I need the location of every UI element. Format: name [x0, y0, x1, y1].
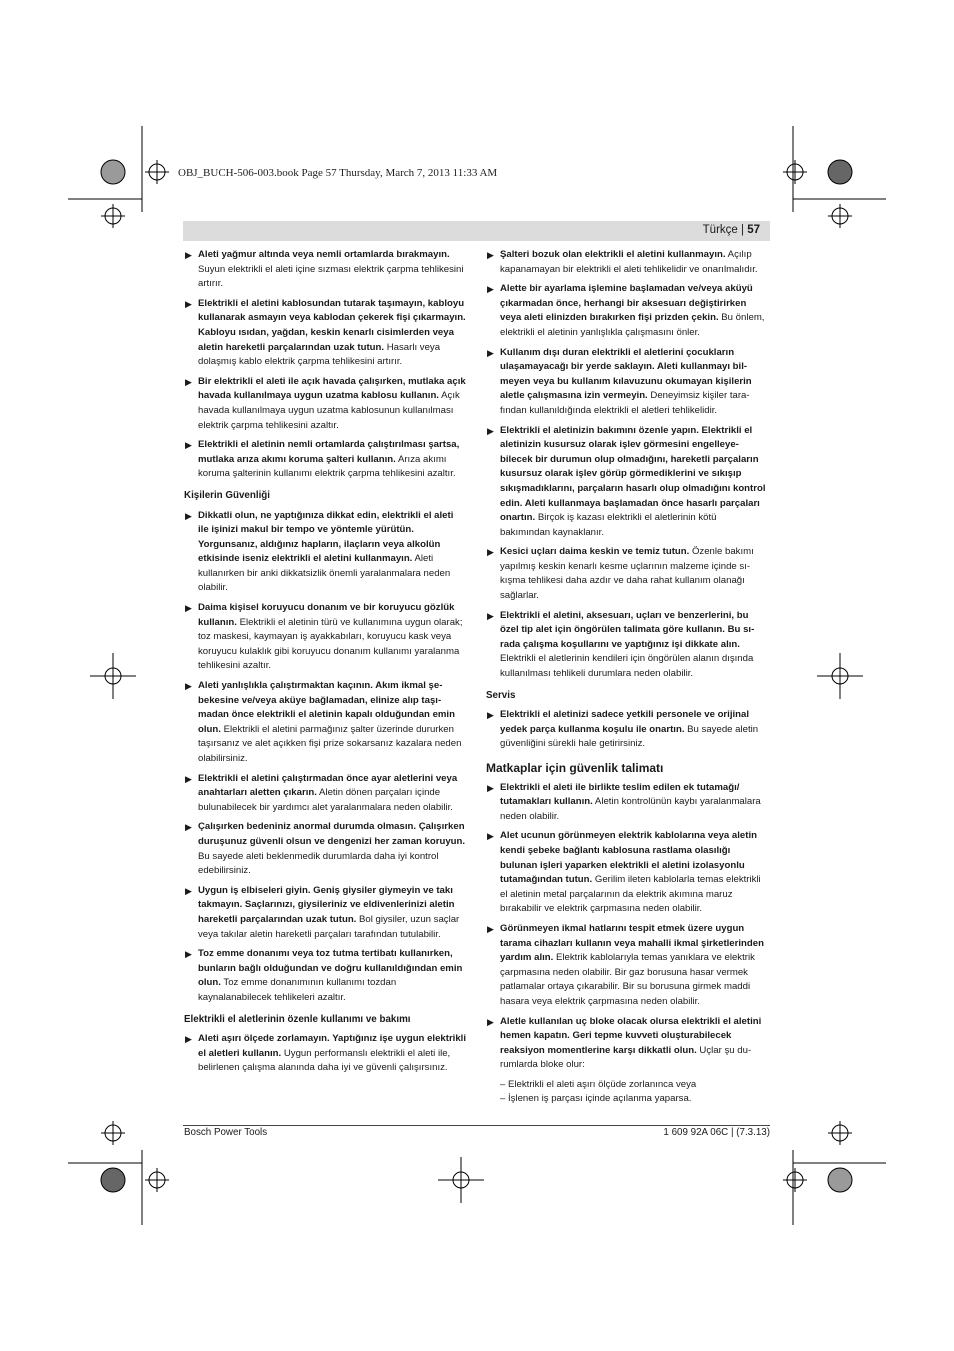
bullet-bold-text: Elektrikli el aleti ile birlikte teslim edilen ek tutamağı/ tutamakları kullanın.	[500, 781, 740, 808]
bullet-bold-text: Alet ucunun görünmeyen elektrik kablolarına veya aletin kendi şebeke bağlantı kablosuna rastlama olasılığı bulunan işleri yaparken elektrikli el aletini izolasyonlu tutamağından tutun.	[500, 830, 757, 886]
bullet-bold-text: Elektrikli el aletinizin bakımını özenle yapın. Elektrikli el aletinizin kusursuz olarak işlev görmesini engelleyebilecek bir durumun olup olmadığını, hareketli parçaların kusursuz olarak işlev görüp görmediklerini ve sıkışıp sıkışmadıklarını, parçaların hasarlı olup olmadığını kontrol edin. Aleti kullanmaya başlamadan önce hasarlı parçaları onartın.	[500, 424, 766, 524]
bullet-bold-text: Daima kişisel koruyucu donanım ve bir koruyucu gözlük kullanın.	[198, 602, 455, 628]
bullet-arrow-icon: ▶	[487, 425, 494, 436]
bullet-body-text: Elektrik kablolarıyla temas yanıklara ve elektrik çarpmasına neden olabilir. Bir gaz borusuna hasar vermek patlamalar ortaya çıkarabilir. Bir su borusuna girmek maddi hasara veya elektrik çarpmasına neden olabilir.	[500, 952, 755, 1007]
bullet-body-text: Gerilim ileten kablolarla temas elektrikli el aletinin metal parçalarının da elektrik akımına maruz bırakabilir ve elektrik çarpmasına neden olabilir.	[500, 874, 761, 915]
bullet-item	[486, 781, 768, 825]
bullet-arrow-icon: ▶	[185, 298, 192, 309]
left-items-b	[184, 509, 466, 1006]
bullet-arrow-icon: ▶	[487, 347, 494, 358]
bullet-body-text: Bu önlem, elektrikli el aletinin yanlışlıkla çalışmasını önler.	[500, 312, 765, 338]
bullet-body-text: Bol giysiler, uzun saçlar veya takılar aletin hareketli parçaları tarafından tutulabilir.	[198, 913, 460, 940]
bullet-arrow-icon: ▶	[487, 610, 494, 621]
bullet-body-text: Özenle bakımı yapılmış keskin kenarlı kesme uçlarının malzeme içinde sıkışma tehlikesi daha azdır ve daha rahat kullanım olanağı sağlarlar.	[500, 546, 754, 602]
bullet-body-text: Deneyimsiz kişiler tarafından kullanıldığında elektrikli el aletleri tehlikelidir.	[500, 390, 750, 416]
bullet-item	[486, 829, 768, 917]
bullet-item	[486, 922, 768, 1010]
right-items-c	[486, 781, 768, 1073]
bullet-bold-text: Elektrikli el aletini kablosundan tutarak taşımayın, kabloyu kullanarak asmayın veya kablodan çekerek fişi çıkarmayın. Kabloyu ısıdan, yağdan, keskin kenarlı cisimlerden veya aletin hareketli parçalarından uzak tutun.	[198, 297, 466, 353]
section-heading-tool-use-care: Elektrikli el aletlerinin özenle kullanımı ve bakımı	[184, 1013, 411, 1025]
bullet-arrow-icon: ▶	[185, 773, 192, 784]
bullet-item	[184, 1032, 466, 1076]
bullet-arrow-icon: ▶	[487, 782, 494, 793]
bullet-arrow-icon: ▶	[185, 885, 192, 896]
left-column	[184, 248, 466, 1081]
section-heading-drill-safety: Matkaplar için güvenlik talimatı	[486, 761, 664, 775]
bullet-body-text: Açılıp kapanamayan bir elektrikli el aleti tehlikelidir ve onarılmalıdır.	[500, 249, 758, 275]
left-items-c	[184, 1032, 466, 1076]
bullet-arrow-icon: ▶	[185, 250, 192, 260]
bullet-arrow-icon: ▶	[487, 547, 494, 558]
section-heading-personal-safety: Kişilerin Güvenliği	[184, 489, 271, 501]
bullet-bold-text: Aletle kullanılan uç bloke olacak olursa elektrikli el aletini hemen kapatın. Geri tepme kuvveti oluşturabilecek reaksiyon momentlerine karşı dikkatli olun.	[500, 1015, 762, 1056]
bullet-item	[486, 708, 768, 752]
bullet-bold-text: Dikkatli olun, ne yaptığınıza dikkat edin, elektrikli el aleti ile işinizi makul bir tempo ve yöntemle yürütün. Yorgunsanız, aldığınız hapların, ilaçların veya alkolün etkisinde iseniz elektrikli el aletini kullanmayın.	[198, 509, 454, 565]
bullet-body-text: Uygun performanslı elektrikli el aleti ile, belirlenen çalışma alanında daha iyi ve güvenli çalışırsınız.	[198, 1047, 451, 1074]
bullet-item	[184, 438, 466, 482]
bullet-bold-text: Elektrikli el aletini, aksesuarı, uçları ve benzerlerini, bu özel tip alet için öngörülen talimata göre kullanın. Bu sırada çalışma koşullarını ve yaptığınız işi dikkate alın.	[500, 609, 755, 650]
bullet-arrow-icon: ▶	[185, 681, 192, 692]
bullet-bold-text: Elektrikli el aletini çalıştırmadan önce ayar aletlerini veya anahtarları aletten çıkarın.	[198, 772, 458, 799]
right-items-b	[486, 708, 768, 752]
bullet-body-text: Uçlar şu durumlarda bloke olur:	[500, 1044, 752, 1071]
bullet-bold-text: Elektrikli el aletinin nemli ortamlarda çalıştırılması şartsa, mutlaka arıza akımı koruma şalteri kullanın.	[198, 439, 460, 465]
bullet-arrow-icon: ▶	[487, 710, 494, 721]
bullet-body-text: Arıza akımı koruma şalterinin kullanımı elektrik çarpma tehlikesini azaltır.	[198, 453, 456, 480]
right-items-a	[486, 248, 768, 682]
bullet-bold-text: Uygun iş elbiseleri giyin. Geniş giysiler giymeyin ve takı takmayın. Saçlarınızı, giysileriniz ve eldivenlerinizi aletin hareketli parçalarından uzak tutun.	[198, 884, 455, 925]
bullet-item	[184, 509, 466, 597]
page-number: 57	[747, 224, 760, 236]
page-header	[703, 224, 760, 236]
bullet-item	[184, 601, 466, 674]
bullet-bold-text: Bir elektrikli el aleti ile açık havada çalışırken, mutlaka açık havada kullanılmaya uygun uzatma kablosu kullanın.	[198, 375, 466, 402]
bullet-bold-text: Aleti aşırı ölçede zorlamayın. Yaptığınız işe uygun elektrikli el aletleri kullanın.	[198, 1033, 467, 1059]
bullet-arrow-icon: ▶	[487, 1016, 494, 1027]
dash-line: – Elektrikli el aleti aşırı ölçüde zorlanınca veya	[500, 1078, 697, 1090]
bullet-body-text: Bu sayede aletin güvenliğini sürekli hale getirirsiniz.	[500, 723, 759, 750]
bullet-body-text: Bu sayede aleti beklenmedik durumlarda daha iyi kontrol edebilirsiniz.	[198, 850, 439, 877]
bullet-body-text: Toz emme donanımının kullanımı tozdan kaynalanabilecek tehlikeleri azaltır.	[198, 977, 397, 1003]
bullet-arrow-icon: ▶	[185, 603, 192, 614]
bullet-bold-text: Alette bir ayarlama işlemine başlamadan ve/veya aküyü çıkarmadan önce, herhangi bir aksesuarı değiştirirken veya aleti elinizden bırakırken fişi prizden çekin.	[500, 283, 753, 324]
bullet-bold-text: Kullanım dışı duran elektrikli el aletlerini çocukların ulaşamayacağı bir yerde saklayın. Aleti kullanmayı bilmeyen veya bu kullanım kılavuzunu okumayan kişilerin aletle çalışmasına izin vermeyin.	[500, 346, 752, 402]
header-language: Türkçe	[702, 224, 738, 236]
page-footer	[183, 1125, 770, 1138]
bullet-arrow-icon: ▶	[185, 376, 192, 387]
page-header-band	[183, 221, 770, 241]
bullet-item	[184, 884, 466, 942]
bullet-item	[486, 545, 768, 603]
bullet-arrow-icon: ▶	[487, 923, 494, 934]
bullet-item	[486, 282, 768, 340]
bullet-item	[184, 772, 466, 816]
bullet-item	[184, 375, 466, 433]
bullet-bold-text: Toz emme donanımı veya toz tutma tertibatı kullanırken, bunların bağlı olduğundan ve doğru kullanıldığından emin olun.	[198, 948, 463, 989]
bullet-arrow-icon: ▶	[487, 250, 494, 260]
bullet-body-text: Hasarlı veya dolaşmış kablo elektrik çarpma tehlikesini artırır.	[198, 341, 441, 368]
bullet-bold-text: Çalışırken bedeniniz anormal durumda olmasın. Çalışırken duruşunuz güvenli olsun ve dengenizi her zaman koruyun.	[198, 821, 466, 847]
bullet-body-text: Suyun elektrikli el aleti içine sızması elektrik çarpma tehlikesini artırır.	[198, 263, 464, 290]
bullet-bold-text: Şalteri bozuk olan elektrikli el aletini kullanmayın.	[500, 249, 726, 260]
bullet-body-text: Aleti kullanırken bir anki dikkatsizlik önemli yaralanmalara neden olabilir.	[198, 553, 451, 594]
bullet-item	[184, 297, 466, 370]
bullet-item	[184, 679, 466, 767]
bullet-body-text: Aletin kontrolünün kaybı yaralanmalara neden olabilir.	[500, 796, 761, 822]
bullet-arrow-icon: ▶	[487, 284, 494, 295]
header-separator: |	[737, 224, 748, 236]
bullet-body-text: Aletin dönen parçaları içinde bulunabilecek bir yardımcı alet yaralanmalara neden olabilir.	[198, 787, 453, 813]
bullet-body-text: Açık havada kullanılmaya uygun uzatma kablosunun kullanılması elektrik çarpma tehlikesini azaltır.	[198, 390, 460, 431]
footer-brand: Bosch Power Tools	[184, 1127, 268, 1138]
left-items-a	[184, 248, 466, 482]
bullet-bold-text: Aleti yanlışlıkla çalıştırmaktan kaçının. Akım ikmal şebekesine ve/veya aküye bağlamadan, elinize alıp taşımadan önce elektrikli el aletinin kapalı olduğundan emin olun.	[198, 680, 455, 735]
print-slug: OBJ_BUCH-506-003.book Page 57 Thursday, March 7, 2013 11:33 AM	[178, 167, 498, 179]
bullet-body-text: Elektrikli el aletinin türü ve kullanımına uygun olarak; toz maskesi, kaymayan iş ayakkabıları, koruyucu kask veya koruyucu kulaklık gibi koruyucu donanım kullanımı yaralanma tehlikesini azaltır.	[198, 616, 463, 672]
bullet-arrow-icon: ▶	[185, 440, 192, 451]
section-heading-service: Servis	[486, 689, 516, 701]
bullet-item	[486, 609, 768, 682]
bullet-arrow-icon: ▶	[185, 510, 192, 521]
bullet-body-text: Elektrikli el aletlerinin kendileri için öngörülen alanın dışında kullanılması tehlikeli durumlara neden olabilir.	[500, 653, 754, 680]
bullet-arrow-icon: ▶	[185, 1034, 192, 1045]
bullet-item	[486, 424, 768, 541]
right-column	[486, 248, 768, 1107]
bullet-item	[486, 248, 768, 277]
bullet-body-text: Birçok iş kazası elektrikli el aletlerinin kötü bakımından kaynaklanır.	[500, 512, 717, 538]
bullet-bold-text: Kesici uçları daima keskin ve temiz tutun.	[500, 546, 690, 558]
dash-line: – İşlenen iş parçası içinde açılanma yaparsa.	[500, 1093, 692, 1105]
bullet-item	[184, 248, 466, 292]
bullet-item	[486, 346, 768, 419]
bullet-arrow-icon: ▶	[487, 831, 494, 842]
bullet-item	[184, 820, 466, 878]
footer-code: 1 609 92A 06C | (7.3.13)	[663, 1127, 770, 1138]
bullet-bold-text: Görünmeyen ikmal hatlarını tespit etmek üzere uygun tarama cihazları kullanın veya mahalli ikmal şirketlerinden yardım alın.	[500, 922, 764, 964]
bullet-body-text: Elektrikli el aletini parmağınız şalter üzerinde dururken taşırsanız ve alet açıkken fişi prize sokarsanız kazalara neden olabilirsiniz.	[198, 723, 462, 764]
bullet-item	[486, 1015, 768, 1073]
bullet-bold-text: Aleti yağmur altında veya nemli ortamlarda bırakmayın.	[198, 249, 450, 260]
bullet-item	[184, 947, 466, 1005]
bullet-arrow-icon: ▶	[185, 822, 192, 833]
bullet-arrow-icon: ▶	[185, 949, 192, 960]
bullet-bold-text: Elektrikli el aletinizi sadece yetkili personele ve orijinal yedek parça kullanma koşulu ile onartın.	[500, 709, 750, 735]
